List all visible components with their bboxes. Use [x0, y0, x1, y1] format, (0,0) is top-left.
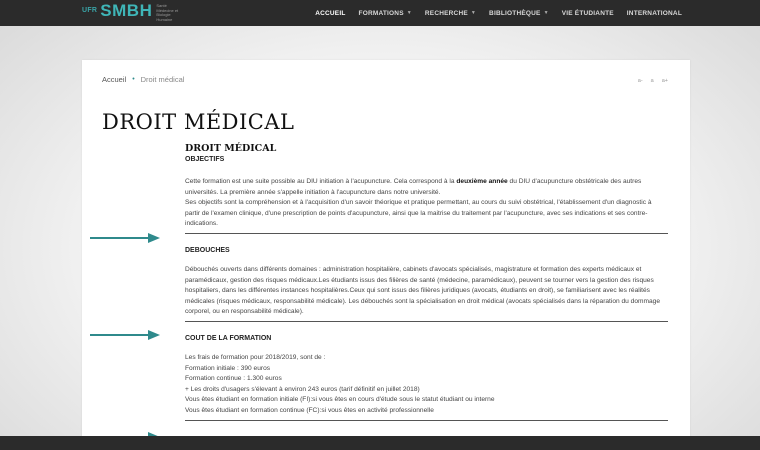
section-divider	[185, 420, 668, 421]
nav-item-accueil[interactable]: ACCUEIL	[315, 9, 346, 17]
site-logo[interactable]	[82, 2, 180, 24]
chevron-down-icon: ▼	[543, 10, 549, 16]
footer-bar	[0, 436, 760, 450]
section-title-debouches: DEBOUCHES	[185, 246, 230, 254]
objectifs-paragraph-2: Ses objectifs sont la compréhension et à l'acquisition d'un savoir théorique et pratique permettant, au cours du suivi obstétrical, l'établissement d'un diagnostic à partir de l'examen clinique, d'une prescription de points d'acupuncture, ainsi que la maitrise du traitement par l'acupuncture, avec ses indications et ses contre-indications.	[185, 199, 652, 228]
debouches-paragraph: Débouchés ouverts dans différents domaines : administration hospitalière, cabinets d'avocats spécialisés, magistrature et formation des experts médicaux et paramédicaux, gestion des risques médicaux.Les étudiants issus des filières de santé (médecine, paramédicaux), peuvent se tourner vers la gestion des risques hospitaliers, dans les différentes instances hospitalières.Ceux qui sont issus des filières juridiques (avocats, étudiants en droit), se familiarisent avec les réalités médicales (risques médicaux, responsabilité médicale). Les débouchés sont la spécialisation en droit médical (avocats spécialisés dans la réparation du dommage corporel, ou en responsabilité médicale).	[185, 265, 661, 316]
logo-subtitle: Santé Médecine et Biologie Humaine	[156, 3, 179, 22]
logo-prefix: UFR	[82, 7, 98, 14]
cout-line: Vous êtes étudiant en formation initiale (FI):si vous êtes en cours d'étude sous le statut étudiant ou interne	[185, 396, 495, 404]
logo-name: SMBH	[100, 1, 153, 20]
chevron-down-icon: ▼	[470, 10, 477, 16]
nav-item-formations[interactable]: FORMATIONS ▼	[358, 9, 412, 17]
cout-line: Vous êtes étudiant en formation continue (FC):si vous êtes en activité professionnelle	[185, 406, 434, 414]
nav-item-bibliotheque[interactable]: BIBLIOTHÈQUE ▼	[489, 9, 549, 17]
page-title: DROIT MÉDICAL	[102, 110, 295, 134]
chevron-down-icon: ▼	[406, 10, 412, 16]
font-decrease-button[interactable]: a-	[637, 78, 643, 84]
section-title-objectifs: OBJECTIFS	[185, 156, 225, 163]
font-increase-button[interactable]: a+	[661, 78, 668, 84]
objectifs-paragraph: Cette formation est une suite possible au DIU initiation à l'acupuncture. Cela correspond à la deuxième année du DIU d'acupuncture obstétricale des autres universités. La première année s'appelle initiation à l'acupuncture dans notre université.	[185, 178, 642, 196]
article-content	[185, 140, 668, 421]
font-reset-button[interactable]: a	[650, 78, 654, 84]
nav-item-vie-etudiante[interactable]: VIE ÉTUDIANTE	[561, 9, 614, 17]
font-size-tools	[638, 78, 668, 84]
section-title-cout: COUT DE LA FORMATION	[185, 334, 272, 342]
nav-item-international[interactable]: INTERNATIONAL	[626, 9, 682, 17]
article-heading: DROIT MÉDICAL	[185, 143, 277, 154]
top-navigation-bar	[0, 0, 760, 26]
content-card	[82, 60, 690, 450]
cout-line: Les frais de formation pour 2018/2019, sont de :	[185, 353, 326, 361]
breadcrumb-home-link[interactable]: Accueil	[102, 75, 127, 84]
cout-line: + Les droits d'usagers s'élevant à environ 243 euros (tarif définitif en juillet 2018)	[185, 385, 420, 393]
breadcrumb-separator: •	[132, 76, 135, 83]
cout-line: Formation initiale : 390 euros	[185, 364, 271, 372]
main-nav	[302, 0, 760, 26]
breadcrumb	[102, 75, 184, 84]
cout-line: Formation continue : 1.300 euros	[185, 375, 282, 383]
breadcrumb-current: Droit médical	[140, 75, 185, 84]
nav-item-recherche[interactable]: RECHERCHE ▼	[424, 9, 477, 17]
